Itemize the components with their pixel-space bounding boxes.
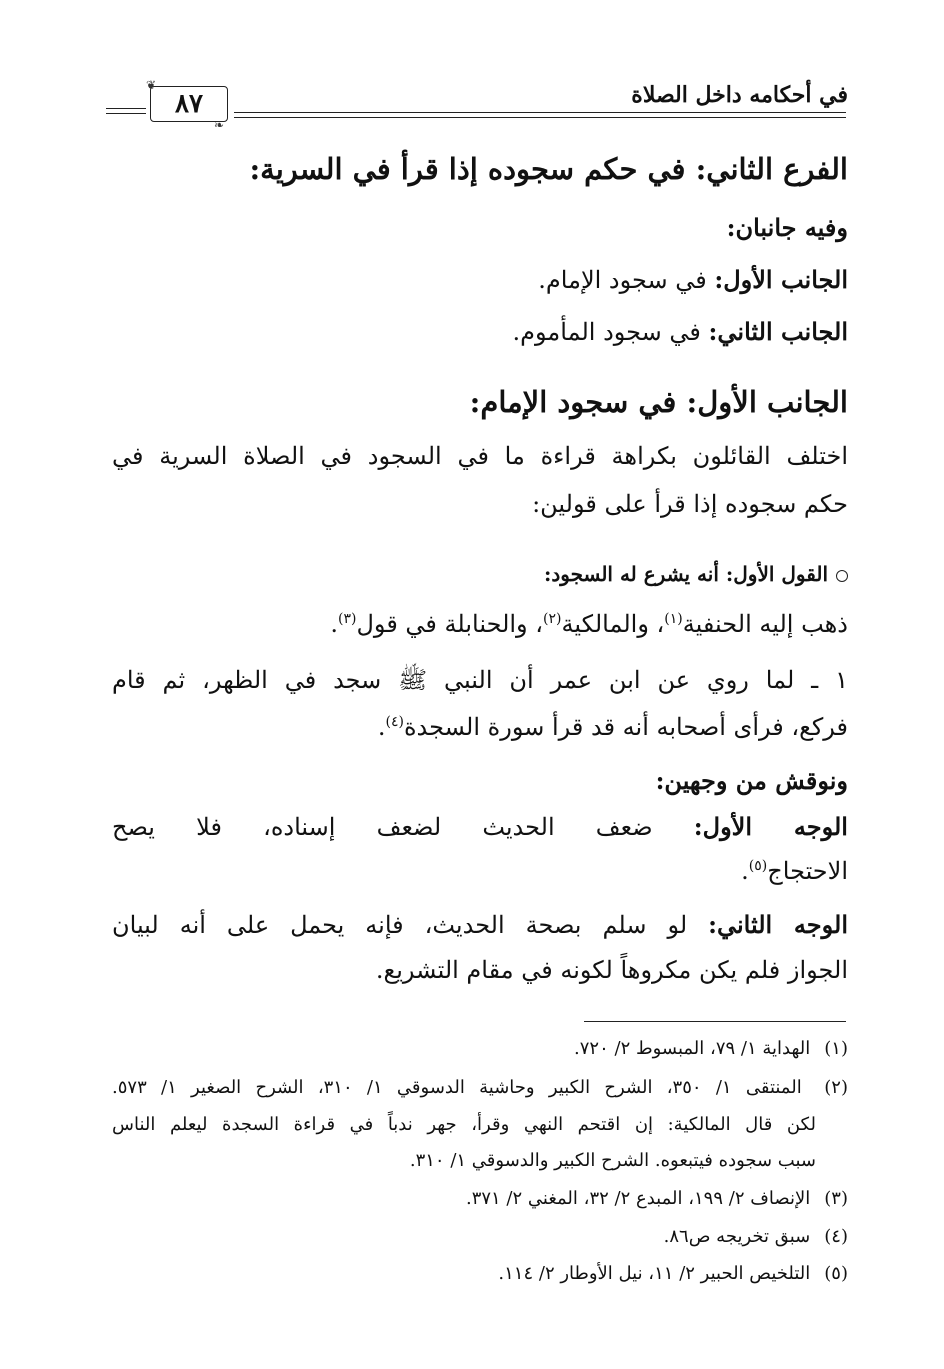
footnote-mark: (٤) xyxy=(824,1226,848,1247)
madhhab-hanafi: ذهب إليه الحنفية xyxy=(682,610,848,638)
footnote-text: التلخيص الحبير ٢/ ١١، نيل الأوطار ٢/ ١١٤. xyxy=(498,1263,811,1284)
face-two-line-2: الجواز فلم يكن مكروهاً لكونه في مقام التشريع. xyxy=(375,956,848,984)
footnote-1 xyxy=(574,1038,848,1059)
madhhab-hanbali: ، والحنابلة في قول xyxy=(356,610,544,638)
face-two-label: الوجه الثاني: xyxy=(708,910,848,939)
aspect-two-line xyxy=(513,317,848,346)
opinion-one-heading-text: القول الأول: أنه يشرع له السجود: xyxy=(543,562,828,586)
header-rule-left-top xyxy=(106,108,146,109)
opinion-one-heading xyxy=(544,562,848,586)
footnote-2-continuation: لكن قال المالكية: إن اقتحم النهي وقرأ، جهر ندباً في قراءة السجدة ليعلم الناس xyxy=(112,1114,816,1135)
branch-heading: الفرع الثاني: في حكم سجوده إذا قرأ في السرية: xyxy=(249,152,848,186)
header-rule-left-bottom xyxy=(106,113,146,114)
objection-heading: ونوقش من وجهين: xyxy=(655,766,848,795)
footnote-ref-3: (٣) xyxy=(338,611,357,627)
aspect-one-label: الجانب الأول: xyxy=(714,265,848,294)
aspect-two-text: في سجود المأموم. xyxy=(512,318,701,346)
aspect-one-line xyxy=(538,265,848,294)
footnote-text: المنتقى ١/ ٣٥٠، الشرح الكبير وحاشية الدسوقي ١/ ٣١٠، الشرح الصغير ١/ ٥٧٣. xyxy=(112,1077,802,1098)
running-title: في أحكامه داخل الصلاة xyxy=(631,82,848,108)
circle-bullet-icon xyxy=(836,570,848,582)
footnote-text: الهداية ١/ ٧٩، المبسوط ٢/ ٧٢٠. xyxy=(574,1038,811,1059)
footnote-5 xyxy=(498,1263,848,1284)
face-one-line xyxy=(112,812,848,841)
face-one-text: ضعف الحديث لضعف إسناده، فلا يصح xyxy=(112,813,653,841)
period: . xyxy=(330,610,339,638)
two-aspects-line: وفيه جانبان: xyxy=(726,213,848,242)
aspect-two-label: الجانب الثاني: xyxy=(708,317,848,346)
footnote-ref-2: (٢) xyxy=(543,611,562,627)
footnote-4 xyxy=(664,1226,848,1247)
face-one-label: الوجه الأول: xyxy=(693,812,848,841)
footnote-3 xyxy=(466,1188,848,1209)
footnote-2-continuation: سبب سجوده فيتبعوه. الشرح الكبير والدسوقي ١/ ٣١٠. xyxy=(409,1150,816,1171)
footnote-2 xyxy=(112,1077,848,1098)
madhhab-line xyxy=(330,610,848,638)
footnote-ref-4: (٤) xyxy=(385,714,404,730)
ornament-icon: ❦ xyxy=(146,78,157,92)
evidence-line-2 xyxy=(378,713,848,741)
aspect-one-text: في سجود الإمام. xyxy=(538,266,707,294)
footnote-mark: (٢) xyxy=(824,1077,848,1098)
footnote-separator xyxy=(584,1021,846,1022)
footnote-mark: (١) xyxy=(824,1038,848,1059)
ornament-icon: ❧ xyxy=(214,118,225,132)
footnote-ref-5: (٥) xyxy=(748,858,768,874)
face-two-text: لو سلم بصحة الحديث، فإنه يحمل على أنه لبيان xyxy=(112,911,688,939)
evidence-line-2-text: فركع، فرأى أصحابه أنه قد قرأ سورة السجدة xyxy=(403,713,848,741)
header-rule-top xyxy=(234,112,846,113)
page-number-frame xyxy=(150,86,228,122)
footnote-ref-1: (١) xyxy=(664,611,683,627)
page-number: ٨٧ xyxy=(175,89,203,119)
footnote-text: الإنصاف ٢/ ١٩٩، المبدع ٢/ ٣٢، المغني ٢/ ٣٧١. xyxy=(465,1188,811,1209)
period: . xyxy=(741,857,749,885)
madhhab-maliki: ، والمالكية xyxy=(561,610,665,638)
evidence-line-1: ١ ـ لما روي عن ابن عمر أن النبي ﷺ سجد في الظهر، ثم قام xyxy=(112,666,848,694)
section-heading: الجانب الأول: في سجود الإمام: xyxy=(469,385,848,419)
footnote-mark: (٣) xyxy=(824,1188,848,1209)
intro-line-2: حكم سجوده إذا قرأ على قولين: xyxy=(532,490,848,518)
period: . xyxy=(377,713,386,741)
footnote-text: سبق تخريجه ص٨٦. xyxy=(663,1226,811,1247)
footnote-mark: (٥) xyxy=(824,1263,848,1284)
face-one-line-2-text: الاحتجاج xyxy=(767,857,848,885)
intro-line-1: اختلف القائلون بكراهة قراءة ما في السجود في الصلاة السرية في xyxy=(112,442,848,470)
header-rule-bottom xyxy=(234,117,846,118)
face-one-line-2 xyxy=(741,857,848,885)
face-two-line xyxy=(112,910,848,939)
